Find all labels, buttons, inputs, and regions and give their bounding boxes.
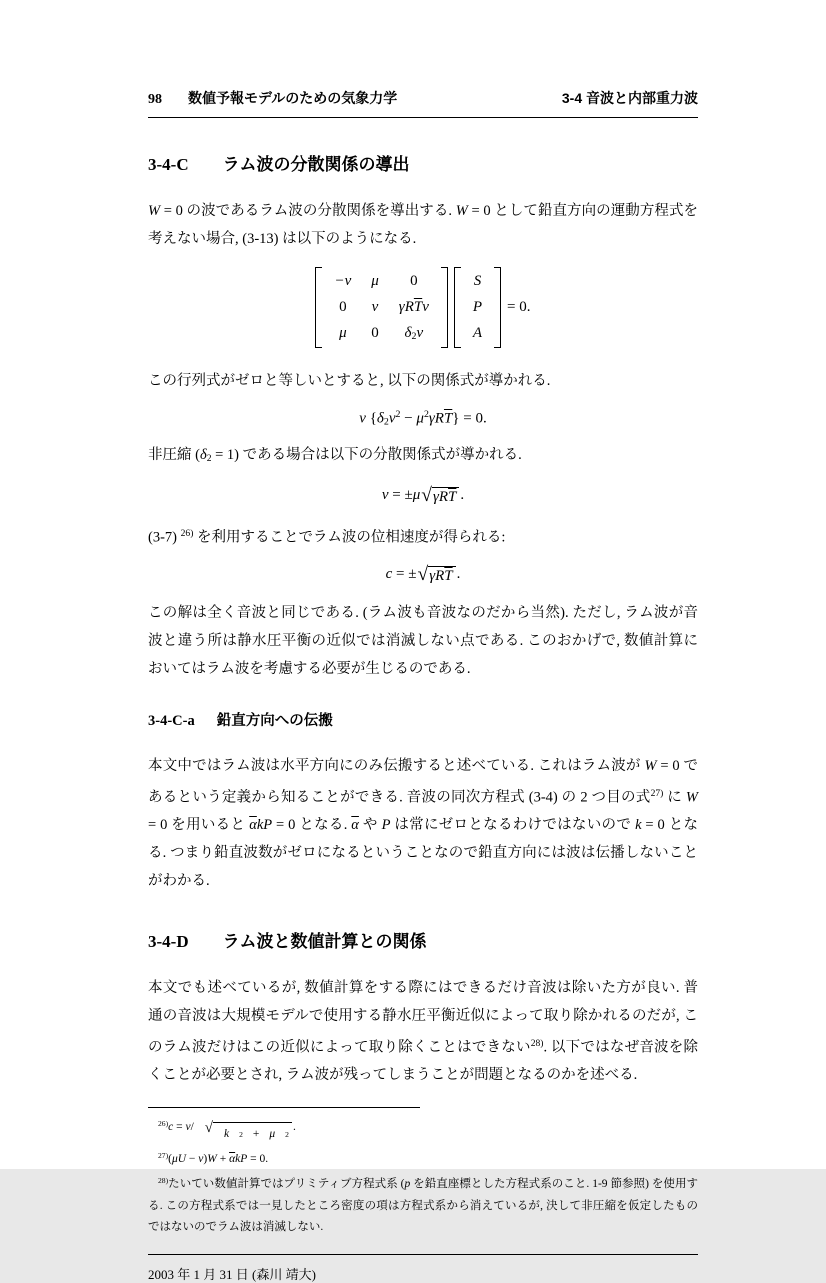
matrix-cell: 0	[339, 299, 347, 315]
paragraph-intro: W = 0 の波であるラム波の分散関係を導出する. W = 0 として鉛直方向の運動方程式を考えない場合, (3-13) は以下のようになる.	[148, 203, 698, 247]
section-title: ラム波の分散関係の導出	[222, 155, 410, 174]
equation-rhs: = 0.	[507, 299, 531, 315]
vector-cell: P	[472, 299, 483, 315]
vector-cell: A	[472, 325, 483, 341]
footnote-26: $^{26)}$c = ν/ √ k 2 + μ 2 .	[148, 1113, 698, 1145]
equation-nu: ν = ±μ √ γR $\overline{T}$ .	[381, 485, 465, 507]
page-number: 98	[148, 92, 162, 107]
matrix-cell: 0	[371, 325, 379, 341]
paragraph-phase-speed: (3-7) $^{26)}$ を利用することでラム波の位相速度が得られる:	[148, 528, 506, 546]
matrix-cell: $\gamma R\overline{T}\nu$	[398, 299, 429, 315]
footer-rule	[148, 1254, 698, 1255]
equation-matrix	[148, 267, 698, 353]
running-header	[148, 0, 698, 118]
section-heading-3-4-C-a	[148, 709, 698, 730]
paragraph-numerical-computation: 本文でも述べているが, 数値計算をする際にはできるだけ音波は除いた方が良い. 普通の音波は大規模モデルで使用する静水圧平衡近似によって取り除かれるのだが, このラム波だけはこの近似によって取り除くことはできない$^{28)}$. 以下ではなぜ音波を除くことが必要とされ, ラム波が残ってしまうことが問題となるのかを述べる.	[148, 979, 698, 1084]
section-number: 3-4-C-a	[148, 712, 195, 729]
footnote-27: $^{27)}(\mu U - \nu)W + \overline{\alpha}kP = 0$.	[158, 1151, 269, 1166]
footnotes	[148, 1113, 698, 1238]
chapter-title: 3-4 音波と内部重力波	[561, 90, 698, 106]
matrix-cells	[322, 267, 440, 348]
page-content	[148, 0, 698, 1283]
section-heading-3-4-D	[148, 927, 698, 952]
section-title: 鉛直方向への伝搬	[216, 712, 333, 729]
matrix-cell: δ2ν	[404, 325, 424, 342]
vector-cell: S	[473, 273, 482, 289]
left-bracket	[454, 267, 461, 348]
matrix-cell: μ	[339, 325, 347, 341]
paragraph-vertical-propagation: 本文中ではラム波は水平方向にのみ伝搬すると述べている. これはラム波が W = 0 であるという定義から知ることができる. 音波の同次方程式 (3-4) の 2 つ目の式$^{27)}$ に W = 0 を用いると $\overline{\alpha}kP = 0$ となる. $\overline{\alpha}$ や P は常にゼロとなるわけではないので k = 0 となる. つまり鉛直波数がゼロになるということなので鉛直方向には波は伝播しないことがわかる.	[148, 757, 699, 889]
coefficient-matrix	[315, 267, 447, 348]
paragraph-incompressible: 非圧縮 (δ2 = 1) である場合は以下の分散関係式が導かれる.	[148, 447, 522, 465]
equation-dispersion-relation: ν $\{\delta 2\nu^2 - \mu^2\gamma R\overline{T}\} = 0$.	[359, 409, 487, 428]
matrix-cell: −ν	[334, 273, 352, 289]
section-heading-3-4-C	[148, 150, 698, 175]
book-title: 数値予報モデルのための気象力学	[188, 90, 398, 106]
header-left	[148, 88, 397, 108]
paragraph-determinant: この行列式がゼロと等しいとすると, 以下の関係式が導かれる.	[148, 373, 551, 389]
matrix-equation	[315, 267, 530, 348]
section-title: ラム波と数値計算との関係	[222, 931, 427, 951]
page-footer: 2003 年 1 月 31 日 (森川 靖大)	[148, 1266, 316, 1282]
right-bracket	[494, 267, 501, 348]
section-number: 3-4-C	[148, 155, 189, 174]
matrix-cell: ν	[371, 299, 379, 315]
vector-cells	[461, 267, 494, 348]
section-number: 3-4-D	[148, 931, 189, 951]
footnote-28: $^{28)}$たいてい数値計算ではプリミティブ方程式系 (p を鉛直座標とした方程式系のこと. 1-9 節参照) を使用する. この方程式系では一見したところ密度の項は方程式系から消えているが, 決して非圧縮を仮定したものではないのでラム波は消滅しない.	[148, 1176, 698, 1233]
paragraph-same-as-sound: この解は全く音波と同じである. (ラム波も音波なのだから当然). ただし, ラム波が音波と違う所は静水圧平衡の近似では消滅しない点である. このおかげで, 数値計算においてはラム波を考慮する必要が生じるのである.	[148, 604, 698, 677]
state-vector	[454, 267, 501, 348]
equation-phase-speed: c = ± √ γR $\overline{T}$ .	[385, 563, 461, 585]
matrix-cell: μ	[371, 273, 379, 289]
footnote-rule	[148, 1107, 420, 1108]
matrix-cell: 0	[410, 273, 418, 289]
left-bracket	[315, 267, 322, 348]
right-bracket	[441, 267, 448, 348]
